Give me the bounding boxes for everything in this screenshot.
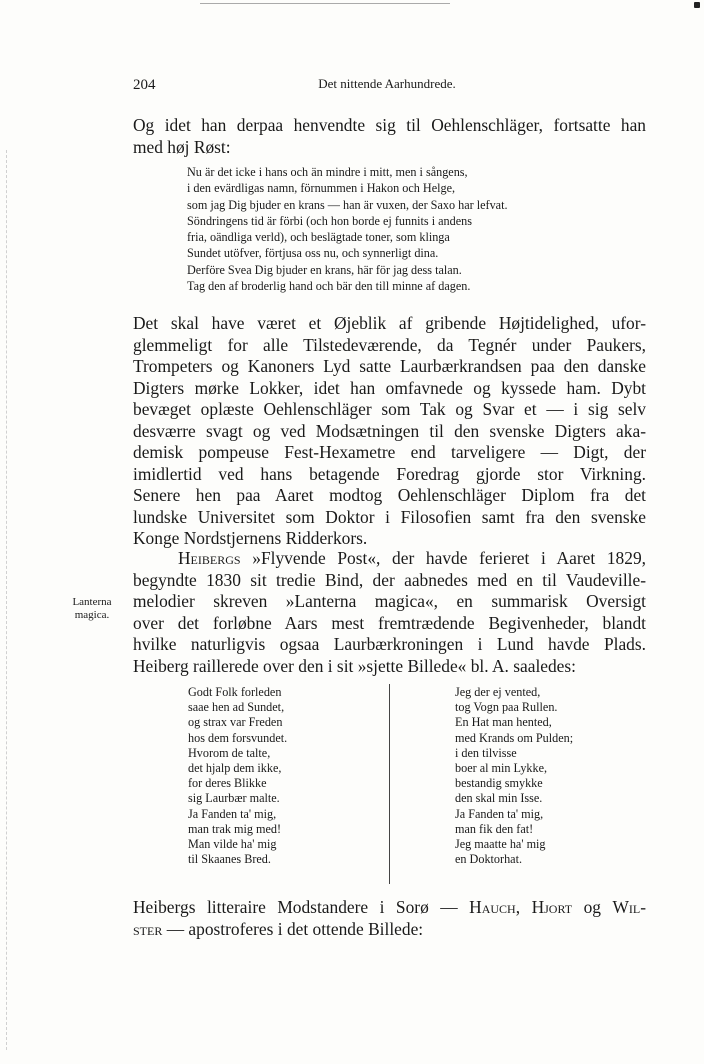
poem-line: en Doktorhat. [455, 852, 523, 867]
paragraph-coronation [133, 313, 646, 550]
poem-line: Godt Folk forleden [188, 685, 282, 699]
text-fragment: — apostroferes i det ottende Billede: [162, 918, 424, 939]
text-fragment: »Flyvende Post«, der havde ferieret i Aaret 1829, [240, 548, 646, 568]
text-line: hvilke naturligvis ogsaa Laurbærkroningen i Lund havde Plads. [133, 634, 646, 654]
top-rule [200, 3, 450, 4]
verse-line: Tag den af broderlig hand och bär den till minne af dagen. [187, 279, 471, 294]
verse-line: Derföre Svea Dig bjuder en krans, här för jag dess talan. [187, 262, 462, 277]
poem-line: Man vilde ha' mig [188, 837, 277, 852]
text-line: Trompeters og Kanoners Lyd satte Laurbærkrandsen paa den danske [133, 356, 646, 376]
verse-line: fria, oändliga verld), och beslägtade toner, som klinga [187, 230, 450, 245]
text-line: Konge Nordstjernens Ridderkors. [133, 528, 368, 548]
poem-line: Jeg der ej vented, [455, 685, 541, 699]
text-line: desværre svagt og ved Modsætningen til den svenske Digters aka- [133, 420, 646, 441]
poem-left-column [188, 685, 287, 867]
poem-line: Hvorom de talte, [188, 745, 271, 760]
text-fragment: Heibergs litteraire Modstandere i Sorø — [133, 897, 470, 917]
page-number: 204 [133, 77, 156, 93]
author-name: Hauch [469, 897, 516, 917]
author-name: ster [133, 918, 163, 939]
poem-line: for deres Blikke [188, 776, 267, 791]
text-line: demisk pompeuse Fest-Hexametre end tarveligere — Digt, der [133, 442, 646, 462]
poem-line: Ja Fanden ta' mig, [455, 806, 544, 821]
poem-line: tog Vogn paa Rullen. [455, 700, 558, 715]
poem-line: boer al min Lykke, [455, 761, 548, 776]
poem-line: Ja Fanden ta' mig, [188, 806, 277, 821]
running-title: Det nittende Aarhundrede. [318, 76, 456, 91]
paragraph-flyvende-post [133, 548, 646, 677]
poem-line: Jeg maatte ha' mig [455, 837, 546, 852]
poem-line: med Krands om Pulden; [455, 730, 574, 745]
text-line: Det skal have været et Øjeblik af gribende Højtidelighed, ufor- [133, 313, 646, 333]
text-line: Heiberg raillerede over den i sit »sjette Billede« bl. A. saaledes: [133, 655, 577, 676]
scan-edge [6, 150, 7, 1050]
poem-line: saae hen ad Sundet, [188, 700, 285, 715]
verse-line: Söndringens tid är förbi (och hon borde ej funnits i andens [187, 213, 472, 228]
intro-line: Og idet han derpaa henvendte sig til Oehlenschläger, fortsatte han [133, 115, 646, 135]
intro-paragraph [133, 115, 646, 158]
poem-line: og strax var Freden [188, 715, 283, 730]
text-line: Heibergs litteraire Modstandere i Sorø — Hauch, Hjort og Wil- [133, 897, 646, 917]
poem-line: hos dem forsvundet. [188, 730, 288, 745]
verse-line: som jag Dig bjuder en krans — han är vuxen, der Saxo har lefvat. [187, 197, 508, 212]
text-line: melodier skreven »Lanterna magica«, en summarisk Oversigt [133, 591, 646, 611]
poem-line: man trak mig med! [188, 821, 282, 836]
text-line [133, 919, 646, 941]
intro-line: med høj Røst: [133, 136, 231, 157]
author-name: Hjort [531, 897, 573, 917]
text-line: imidlertid ved hans betagende Foredrag gjorde stor Virkning. [133, 463, 646, 484]
poem-column-divider [389, 684, 390, 884]
marginal-note [62, 596, 122, 622]
poem-line: i den tilvisse [455, 745, 517, 760]
text-line: begyndte 1830 sit tredie Bind, der aabnedes med en til Vaudeville- [133, 569, 646, 590]
text-line: Senere hen paa Aaret modtog Oehlenschläger Diplom fra det [133, 485, 646, 505]
text-line: Digters mørke Lokker, idet han omfavnede og kyssede ham. Dybt [133, 377, 646, 398]
poem-line: En Hat man hented, [455, 715, 552, 730]
poem-line: det hjalp dem ikke, [188, 761, 282, 776]
corner-mark [694, 2, 700, 8]
poem-line: man fik den fat! [455, 821, 534, 836]
swedish-verse [187, 164, 508, 294]
poem-line: den skal min Isse. [455, 791, 543, 806]
text-fragment: og [572, 897, 613, 917]
text-line: lundske Universitet som Doktor i Filosofien samt fra den svenske [133, 506, 646, 527]
marginal-line: Lanterna [72, 596, 112, 608]
verse-line: i den evärdligas namn, förnummen i Hakon och Helge, [187, 181, 456, 196]
poem-right-column [455, 685, 573, 867]
paragraph-closing [133, 897, 646, 940]
text-line: glemmeligt for alle Tilstedeværende, da Tegnér under Paukers, [133, 334, 646, 355]
text-line [133, 548, 646, 570]
marginal-line: magica. [74, 609, 110, 621]
author-name: Heibergs [178, 548, 241, 568]
verse-line: Nu är det icke i hans och än mindre i mitt, men i sångens, [187, 165, 468, 179]
poem-line: sig Laurbær malte. [188, 791, 280, 806]
poem-line: bestandig smykke [455, 776, 543, 791]
verse-line: Sundet utöfver, förtjusa oss nu, och synnerligt dina. [187, 246, 439, 261]
poem-line: til Skaanes Bred. [188, 852, 271, 867]
author-name: Wil- [612, 897, 646, 917]
text-line: bevæget oplæste Oehlenschläger som Tak og Svar et — i sig selv [133, 399, 646, 419]
text-line: over det forløbne Aars mest fremtrædende Begivenheder, blandt [133, 612, 646, 633]
